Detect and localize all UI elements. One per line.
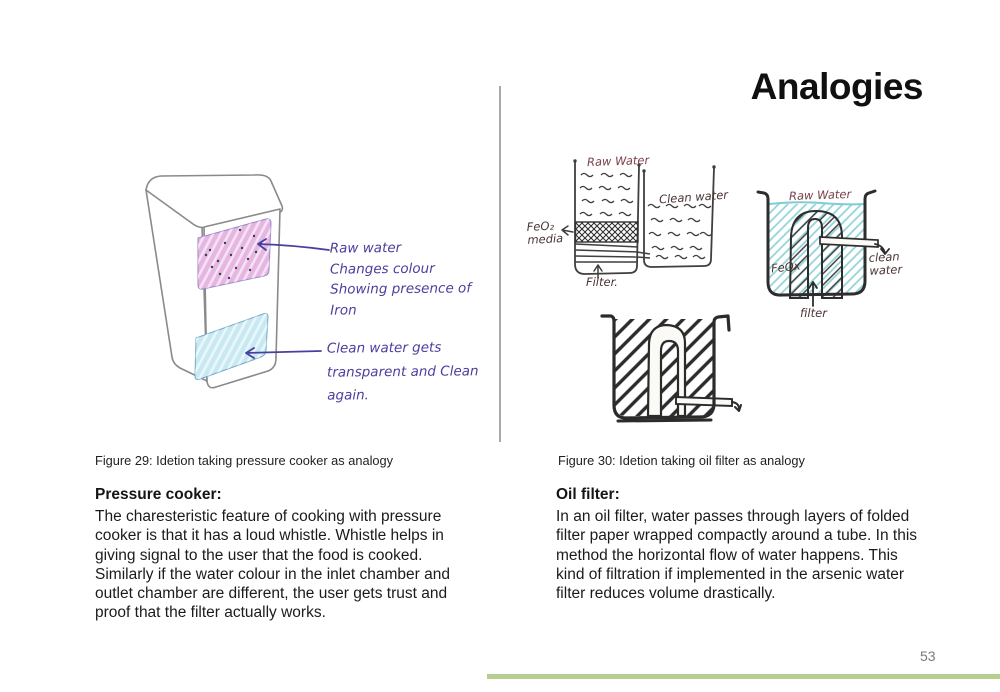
figure-29-caption: Figure 29: Idetion taking pressure cooker as analogy — [95, 453, 394, 468]
pressure-cooker-paragraph — [95, 507, 495, 623]
text-line: filter reduces volume drastically. — [556, 585, 776, 603]
feo-media-band — [576, 222, 639, 242]
tanks-clean-water-label: Clean water — [658, 187, 729, 207]
outlet-arrow — [732, 402, 741, 411]
figure-30-caption: Figure 30: Idetion taking oil filter as analogy — [558, 453, 805, 468]
oil-filter-paragraph — [556, 507, 956, 603]
tanks-filter-label: Filter. — [586, 275, 618, 289]
text-line: method the horizontal flow of water happens. This — [556, 546, 898, 564]
tanks-feo-media-label: FeO₂ media — [526, 218, 564, 247]
tub-raw-water-label: Raw Water — [788, 186, 852, 204]
oil-filter-crosssection-sketch — [592, 303, 772, 443]
clean-tank-outline — [644, 168, 714, 267]
text-line: In an oil filter, water passes through layers of folded — [556, 508, 910, 525]
filter-layer-lines — [575, 244, 638, 262]
footer-accent-line — [487, 674, 1000, 679]
annotation-clean-water: Clean water gets transparent and Clean again. — [326, 339, 479, 404]
tub-filter-label: filter — [800, 306, 827, 320]
text-line: giving signal to the user that the food is cooked. — [95, 546, 423, 564]
text-line: filter paper wrapped compactly around a tube. In this — [556, 527, 918, 545]
outlet-tube — [676, 397, 732, 406]
tub-feo-label: FeOx — [770, 258, 802, 276]
text-line: cooker is that it has a loud whistle. Whistle helps in — [95, 527, 444, 545]
tub-clean-water-label: clean water — [868, 249, 903, 278]
tub-bottom-edge — [618, 420, 711, 421]
page-title: Analogies — [750, 66, 923, 107]
text-line: The charesteristic feature of cooking with pressure — [95, 508, 442, 525]
tanks-raw-water-label: Raw Water — [586, 152, 650, 170]
text-line: kind of filtration if implemented in the arsenic water — [556, 565, 905, 583]
text-line: proof that the filter actually works. — [95, 604, 326, 622]
feo-media-arrow — [562, 226, 573, 235]
text-line: outlet chamber are different, the user gets trust and — [95, 585, 448, 603]
annotation-raw-water: Raw water Changes colour Showing presence of Iron — [329, 239, 472, 319]
oil-filter-heading: Oil filter: — [556, 486, 620, 503]
vertical-divider — [499, 86, 501, 442]
pressure-cooker-heading: Pressure cooker: — [95, 486, 222, 503]
text-line: Similarly if the water colour in the inlet chamber and — [95, 565, 450, 583]
page-number: 53 — [920, 648, 936, 664]
